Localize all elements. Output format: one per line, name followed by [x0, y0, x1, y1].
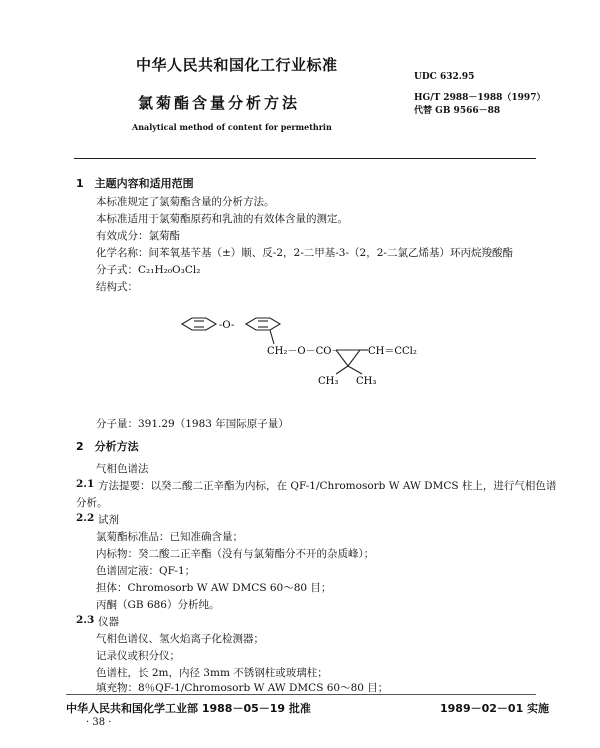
s1-structure-label: 结构式： [96, 281, 138, 293]
approval-statement: 中华人民共和国化学工业部 1988－05－19 批准 [66, 702, 311, 715]
phenoxy-link: -O- [219, 320, 235, 331]
english-title: Analytical method of content for permethrin [132, 122, 332, 132]
instrument-item: 气相色谱仪、氢火焰离子化检测器； [96, 633, 264, 645]
clause-2-1-text-cont: 分析。 [76, 497, 108, 509]
clause-2-2-number: 2.2 [76, 512, 95, 524]
effective-date: 1989－02－01 实施 [440, 702, 550, 715]
section-2-heading: 2 分析方法 [76, 440, 139, 453]
s1-line-2: 本标准适用于氯菊酯原药和乳油的有效体含量的测定。 [96, 213, 348, 225]
dichlorovinyl-group: CH＝CCl₂ [368, 346, 417, 357]
page-number: · 38 · [86, 717, 112, 728]
udc-number: UDC 632.95 [414, 72, 475, 82]
structural-formula [170, 308, 450, 398]
benzene-ring-right [246, 318, 280, 344]
instrument-item: 色谱柱，长 2m，内径 3mm 不锈钢柱或玻璃柱； [96, 667, 328, 679]
molecular-weight: 分子量：391.29（1983 年国际原子量） [96, 418, 289, 430]
document-title: 氯菊酯含量分析方法 [138, 94, 301, 112]
section-1-heading: 1 主题内容和适用范围 [76, 177, 194, 190]
s1-chemical-name: 化学名称：间苯氧基苄基（±）顺、反-2，2-二甲基-3-（2，2-二氯乙烯基）环丙烷羧酸酯 [96, 247, 513, 259]
clause-2-3-number: 2.3 [76, 614, 95, 626]
replaces-standard: 代替 GB 9566－88 [414, 106, 501, 116]
instrument-item: 填充物：8％QF-1/Chromosorb W AW DMCS 60～80 目； [96, 682, 389, 694]
benzene-ring-left [182, 318, 216, 330]
s1-formula: 分子式：C₂₁H₂₀O₃Cl₂ [96, 264, 201, 276]
reagent-item: 氯菊酯标准品：已知准确含量； [96, 531, 243, 543]
header-divider [74, 158, 536, 159]
methyl-left: CH₃ [318, 376, 339, 387]
reagent-item: 丙酮（GB 686）分析纯。 [96, 599, 220, 611]
clause-2-2-title: 试剂 [98, 514, 119, 526]
reagent-item: 内标物：癸二酸二正辛酯（没有与氯菊酯分不开的杂质峰）； [96, 548, 375, 560]
s1-line-3: 有效成分：氯菊酯 [96, 230, 180, 242]
clause-2-1-number: 2.1 [76, 478, 95, 490]
methyl-right: CH₃ [356, 376, 377, 387]
clause-2-1-text: 方法提要：以癸二酸二正辛酯为内标，在 QF-1/Chromosorb W AW DMCS 柱上，进行气相色谱 [98, 480, 557, 492]
clause-2-3-title: 仪器 [98, 616, 119, 628]
footer-divider [66, 694, 536, 695]
reagent-item: 色谱固定液：QF-1； [96, 565, 196, 577]
s1-line-1: 本标准规定了氯菊酯含量的分析方法。 [96, 196, 275, 208]
method-name: 气相色谱法 [96, 463, 149, 475]
standard-number: HG/T 2988－1988（1997） [414, 93, 546, 103]
ester-group: CH₂－O－CO－ [267, 346, 342, 357]
standard-organization: 中华人民共和国化工行业标准 [136, 56, 338, 74]
instrument-item: 记录仪或积分仪； [96, 650, 180, 662]
reagent-item: 担体：Chromosorb W AW DMCS 60～80 目； [96, 582, 332, 594]
